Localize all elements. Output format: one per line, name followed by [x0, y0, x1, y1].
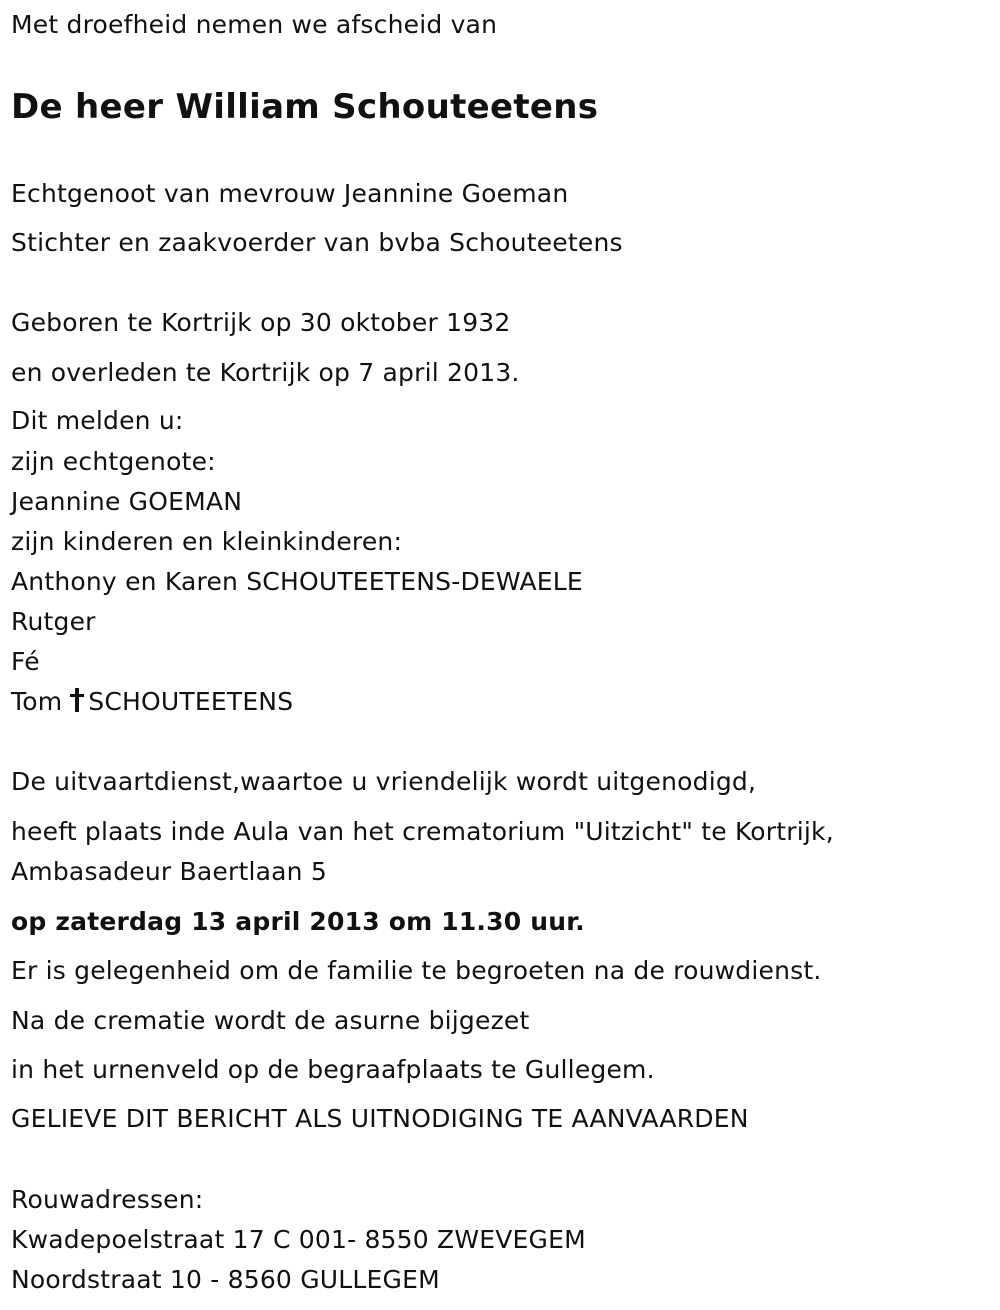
- announcers-heading: Dit melden u:: [11, 406, 184, 435]
- urn-line: Na de crematie wordt de asurne bijgezet: [11, 1006, 530, 1035]
- child-line: Rutger: [11, 607, 96, 636]
- spouse-name: Jeannine GOEMAN: [11, 487, 243, 516]
- urn-location-line: in het urnenveld op de begraafplaats te Gullegem.: [11, 1055, 655, 1084]
- birth-line: Geboren te Kortrijk op 30 oktober 1932: [11, 308, 511, 337]
- spouse-line: Echtgenoot van mevrouw Jeannine Goeman: [11, 179, 569, 208]
- deceased-name: De heer William Schouteetens: [11, 87, 599, 127]
- deceased-child-first-name: Tom: [11, 687, 63, 716]
- service-intro: De uitvaartdienst,waartoe u vriendelijk wordt uitgenodigd,: [11, 767, 757, 796]
- founder-line: Stichter en zaakvoerder van bvba Schouteetens: [11, 228, 623, 257]
- spouse-label: zijn echtgenote:: [11, 447, 216, 476]
- address-line: Kwadepoelstraat 17 C 001- 8550 ZWEVEGEM: [11, 1225, 586, 1254]
- service-datetime: op zaterdag 13 april 2013 om 11.30 uur.: [11, 907, 585, 936]
- invitation-line: GELIEVE DIT BERICHT ALS UITNODIGING TE AANVAARDEN: [11, 1104, 749, 1133]
- children-label: zijn kinderen en kleinkinderen:: [11, 527, 403, 556]
- service-location: heeft plaats inde Aula van het crematorium "Uitzicht" te Kortrijk,: [11, 817, 834, 846]
- deceased-child-line: [11, 687, 293, 717]
- cross-icon: [70, 688, 84, 712]
- death-line: en overleden te Kortrijk op 7 april 2013.: [11, 358, 520, 387]
- addresses-heading: Rouwadressen:: [11, 1185, 204, 1214]
- address-line: Noordstraat 10 - 8560 GULLEGEM: [11, 1265, 440, 1294]
- child-line: Anthony en Karen SCHOUTEETENS-DEWAELE: [11, 567, 583, 596]
- condolence-line: Er is gelegenheid om de familie te begroeten na de rouwdienst.: [11, 956, 822, 985]
- service-address: Ambasadeur Baertlaan 5: [11, 857, 327, 886]
- deceased-child-last-name: SCHOUTEETENS: [88, 687, 294, 716]
- intro-text: Met droefheid nemen we afscheid van: [11, 10, 498, 39]
- child-line: Fé: [11, 647, 40, 676]
